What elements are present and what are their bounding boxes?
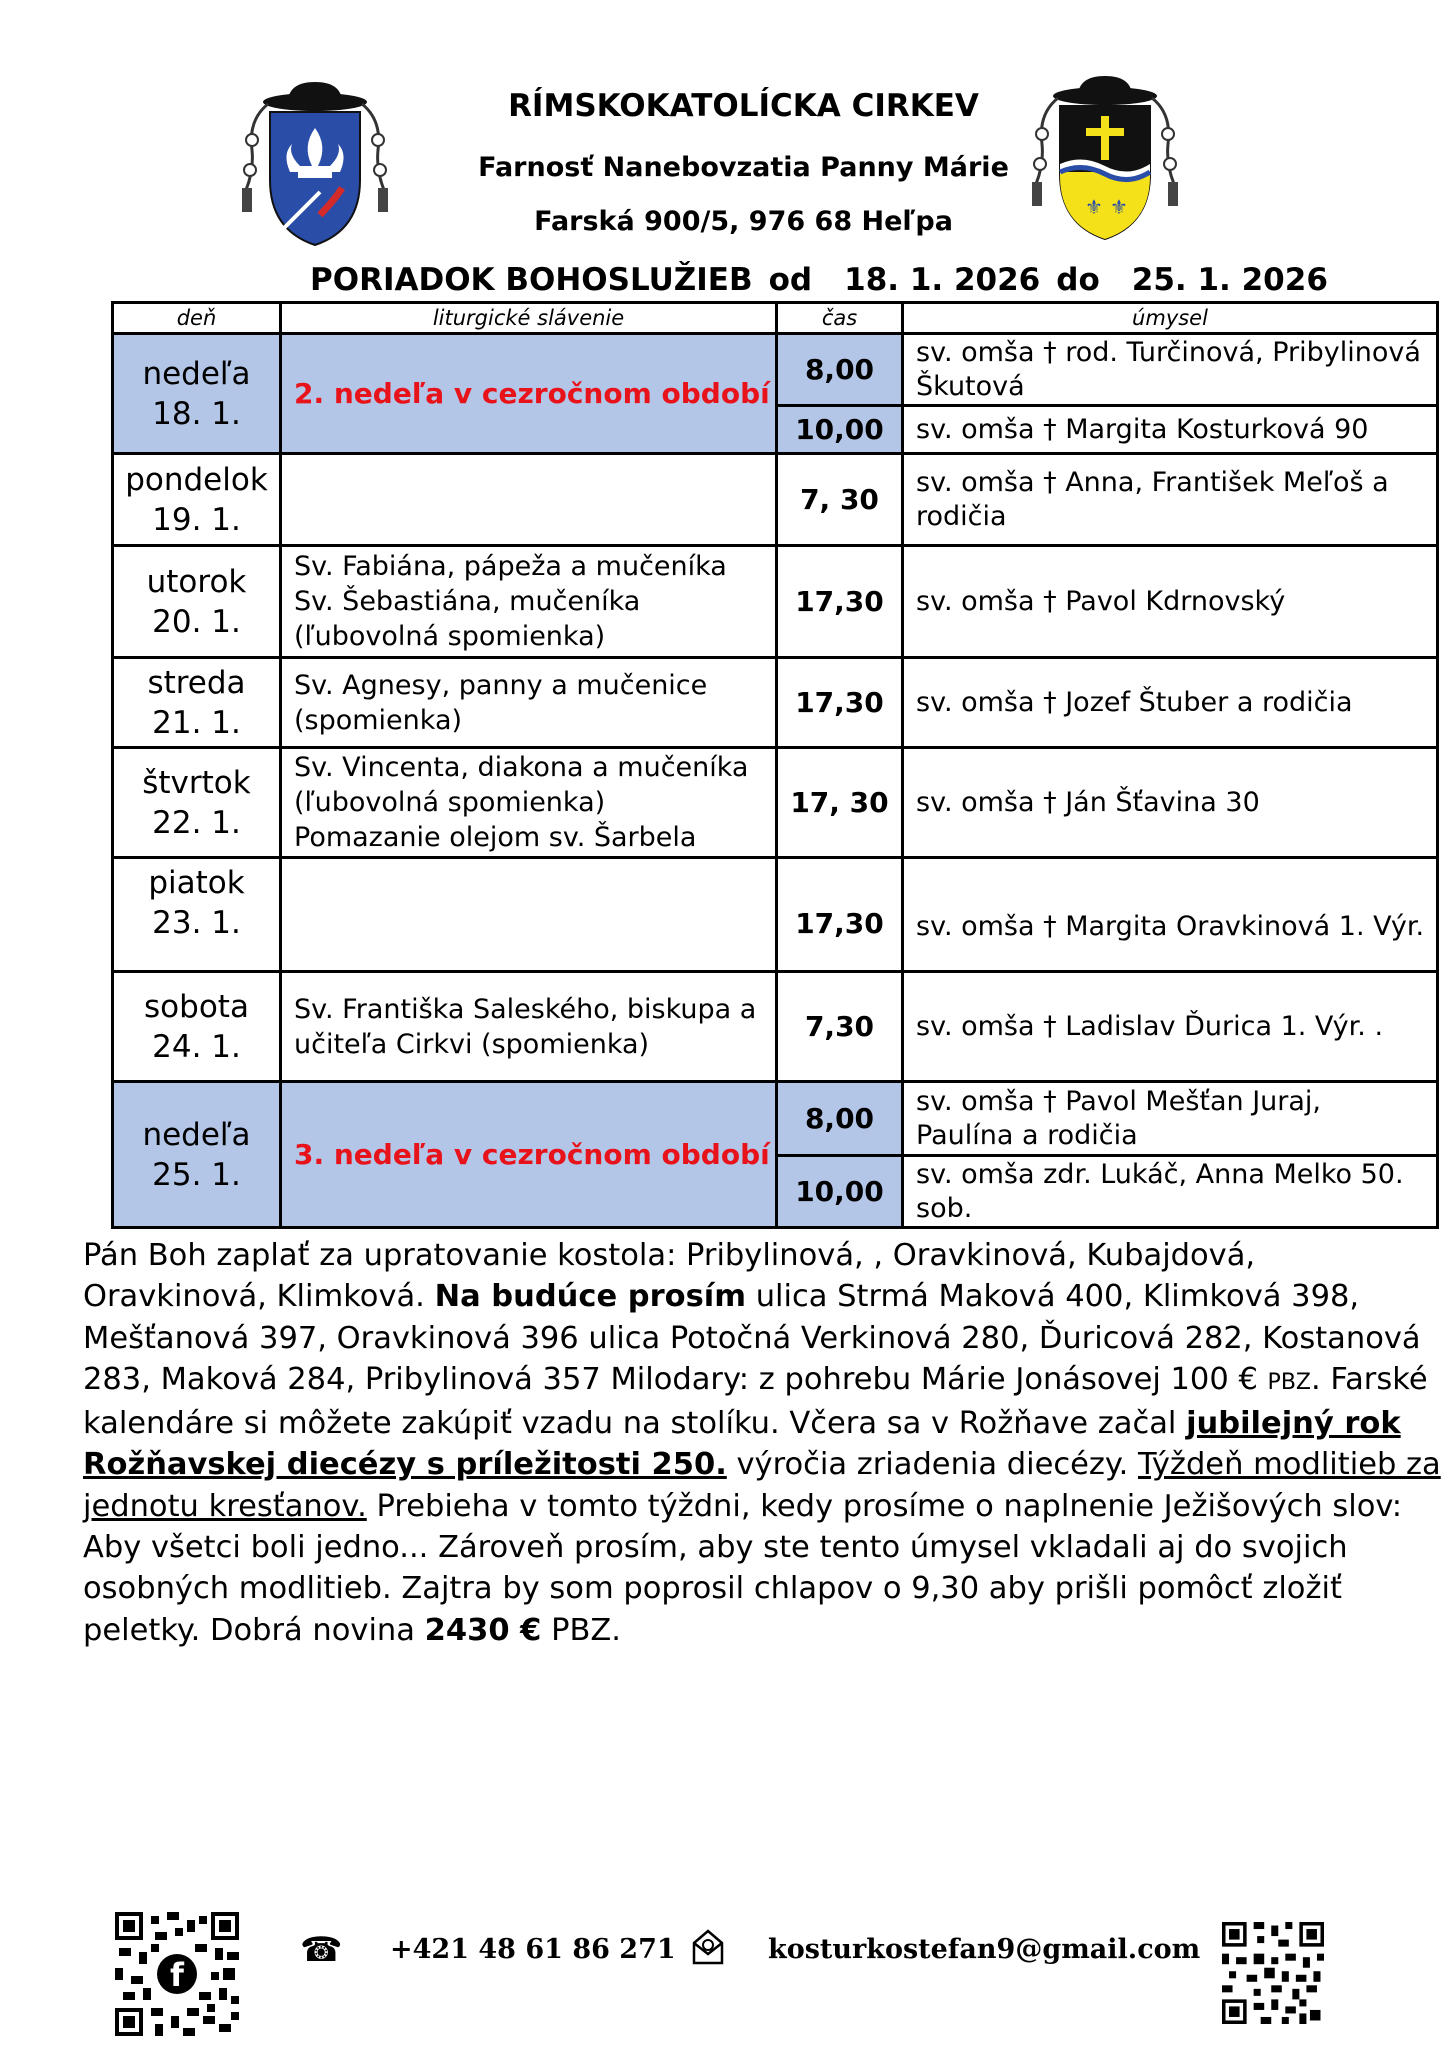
envelope-at-icon: [690, 1927, 726, 1967]
mass-time: 17,30: [777, 858, 903, 972]
table-row: [113, 454, 1438, 546]
day-cell: [113, 658, 281, 748]
notice-text: Prebieha v tomto týždni, kedy prosíme o naplnenie Ježišových slov: Aby všetci boli jedno... Zároveň prosím, aby ste tento úmysel vkladali aj do svojich osobných modlitieb. Zajtra by som poprosil chlapov o 9,30 aby prišli pomôcť zložiť peletky. Dobrá novina: [83, 1488, 1403, 1648]
qr-code[interactable]: [1222, 1922, 1324, 2024]
mass-time: 10,00: [777, 406, 903, 454]
email-address[interactable]: kosturkostefan9@gmail.com: [768, 1934, 1201, 1965]
table-row: [113, 1082, 1438, 1156]
day-name: piatok: [148, 865, 245, 901]
liturgy-line: učiteľa Cirkvi (spomienka): [294, 1028, 650, 1060]
intention-line: sv. omša † Jozef Štuber a rodičia: [916, 686, 1353, 718]
svg-text:f: f: [170, 1956, 184, 1994]
table-header-row: [113, 303, 1438, 334]
phone-number[interactable]: +421 48 61 86 271: [390, 1934, 676, 1965]
day-name: streda: [147, 664, 246, 701]
liturgy-cell: [281, 454, 777, 546]
day-cell: [113, 334, 281, 454]
table-row: [113, 858, 1438, 972]
day-name: nedeľa: [142, 355, 251, 392]
intention-line: rodičia: [916, 500, 1007, 532]
day-date: 25. 1.: [152, 1156, 241, 1193]
schedule-table: [111, 301, 1439, 1229]
notice-text: PBZ.: [541, 1612, 621, 1648]
col-header-liturgy: liturgické slávenie: [281, 303, 777, 334]
mass-time: 8,00: [777, 1082, 903, 1156]
day-name: pondelok: [125, 461, 268, 498]
intention-line: sv. omša † Margita Oravkinová 1. Výr.: [916, 911, 1425, 942]
to-label: do: [1056, 262, 1100, 298]
liturgy-cell: 3. nedeľa v cezročnom období: [281, 1082, 777, 1228]
mass-time: 7, 30: [777, 454, 903, 546]
mass-intention: [903, 406, 1438, 454]
liturgy-cell: [281, 658, 777, 748]
svg-text:⚜: ⚜: [1085, 195, 1103, 219]
parish-name: Farnosť Nanebovzatia Panny Márie: [478, 152, 1009, 183]
notice-text: výročia zriadenia diecézy.: [726, 1447, 1138, 1483]
liturgy-cell: [281, 748, 777, 858]
telephone-icon: ☎: [300, 1930, 343, 1970]
col-header-time: čas: [777, 303, 903, 334]
intention-line: sv. omša † Ján Šťavina 30: [916, 786, 1260, 818]
svg-text:⚜: ⚜: [1110, 195, 1128, 219]
intention-line: sv. omša † Pavol Mešťan Juraj,: [916, 1085, 1322, 1117]
liturgy-cell: [281, 858, 777, 972]
day-cell: [113, 1082, 281, 1228]
schedule-title: [310, 262, 1328, 298]
col-header-day: deň: [113, 303, 281, 334]
day-name: utorok: [146, 563, 247, 600]
church-name: RÍMSKOKATOLÍCKA CIRKEV: [508, 88, 979, 124]
from-date: 18. 1. 2026: [844, 262, 1041, 298]
to-date: 25. 1. 2026: [1131, 262, 1328, 298]
liturgy-line: (ľubovolná spomienka): [294, 621, 606, 652]
notice-jubilee: jubilejný rok Rožňavskej diecézy s príležitosti 250.: [83, 1406, 1401, 1483]
mass-intention: [903, 1082, 1438, 1156]
intention-line: sv. omša † rod. Turčinová, Pribylinová: [916, 336, 1421, 368]
notice-text: . Farské kalendáre si môžete zakúpiť vzadu na stolíku. Včera sa v Rožňave začal: [83, 1361, 1428, 1442]
mass-time: 7,30: [777, 972, 903, 1082]
intention-line: Paulína a rodičia: [916, 1119, 1138, 1151]
liturgy-line: Sv. Františka Saleského, biskupa a: [294, 993, 757, 1025]
liturgy-line: (ľubovolná spomienka): [294, 787, 606, 818]
mass-intention: [903, 454, 1438, 546]
parish-address: Farská 900/5, 976 68 Heľpa: [534, 206, 953, 237]
liturgy-cell: [281, 546, 777, 658]
mass-time: 10,00: [777, 1156, 903, 1228]
day-cell: [113, 454, 281, 546]
mass-intention: [903, 1156, 1438, 1228]
announcements: [83, 1235, 1443, 1651]
mass-intention: [903, 334, 1438, 406]
table-row: [113, 546, 1438, 658]
table-row: [113, 658, 1438, 748]
schedule-title-text: PORIADOK BOHOSLUŽIEB: [310, 262, 753, 298]
intention-line: sv. omša † Margita Kosturková 90: [916, 413, 1369, 445]
mass-time: 17,30: [777, 658, 903, 748]
intention-line: sob.: [916, 1192, 973, 1224]
day-cell: [113, 546, 281, 658]
liturgy-line: Sv. Šebastiána, mučeníka: [294, 586, 641, 617]
mass-intention: [903, 972, 1438, 1082]
col-header-intention: úmysel: [903, 303, 1438, 334]
mass-time: 17, 30: [777, 748, 903, 858]
notice-pbz: PBZ: [1267, 1369, 1311, 1395]
mass-intention: [903, 658, 1438, 748]
liturgy-line: Sv. Fabiána, pápeža a mučeníka: [294, 551, 727, 582]
qr-code-facebook[interactable]: [115, 1912, 239, 2036]
day-name: nedeľa: [142, 1116, 251, 1153]
notice-bold: Na budúce prosím: [434, 1279, 746, 1315]
day-date: 20. 1.: [152, 603, 241, 640]
day-cell: [113, 858, 281, 972]
day-date: 23. 1.: [152, 905, 241, 941]
table-row: [113, 748, 1438, 858]
table-row: [113, 972, 1438, 1082]
mass-time: 17,30: [777, 546, 903, 658]
liturgy-cell: [281, 972, 777, 1082]
notice-text: Pán Boh zaplať za upratovanie kostola: Pribylinová, , Oravkinová, Kubajdová, Oravkinová, Klimková.: [83, 1238, 1256, 1315]
day-date: 18. 1.: [152, 395, 241, 432]
liturgy-line: Pomazanie olejom sv. Šarbela: [294, 822, 697, 853]
day-date: 24. 1.: [152, 1028, 241, 1065]
mass-intention: [903, 858, 1438, 972]
day-date: 19. 1.: [152, 501, 241, 538]
intention-line: sv. omša † Pavol Kdrnovský: [916, 585, 1286, 617]
day-date: 21. 1.: [152, 704, 241, 741]
table-row: [113, 334, 1438, 406]
intention-line: Škutová: [916, 370, 1025, 402]
liturgy-line: Sv. Vincenta, diakona a mučeníka: [294, 752, 749, 783]
day-cell: [113, 748, 281, 858]
from-label: od: [768, 262, 813, 298]
intention-line: sv. omša zdr. Lukáč, Anna Melko 50.: [916, 1158, 1404, 1190]
notice-unity-week: Týždeň modlitieb za jednotu kresťanov.: [83, 1447, 1441, 1524]
day-name: štvrtok: [142, 764, 251, 801]
mass-intention: [903, 748, 1438, 858]
liturgy-line: Sv. Agnesy, panny a mučenice: [294, 669, 708, 701]
liturgy-line: (spomienka): [294, 704, 463, 736]
day-name: sobota: [144, 988, 249, 1025]
day-cell: [113, 972, 281, 1082]
intention-line: sv. omša † Anna, František Meľoš a: [916, 466, 1389, 498]
day-date: 22. 1.: [152, 804, 241, 841]
intention-line: sv. omša † Ladislav Ďurica 1. Výr. .: [916, 1010, 1384, 1042]
notice-text: ulica Strmá Maková 400, Klimková 398, Mešťanová 397, Oravkinová 396 ulica Potočná Verkinová 280, Ďuricová 282, Kostanová 283, Maková 284, Pribylinová 357 Milodary: z pohrebu Márie Jonásovej 100 €: [83, 1279, 1421, 1397]
mass-intention: [903, 546, 1438, 658]
notice-amount: 2430 €: [424, 1612, 542, 1648]
mass-time: 8,00: [777, 334, 903, 406]
liturgy-cell: 2. nedeľa v cezročnom období: [281, 334, 777, 454]
